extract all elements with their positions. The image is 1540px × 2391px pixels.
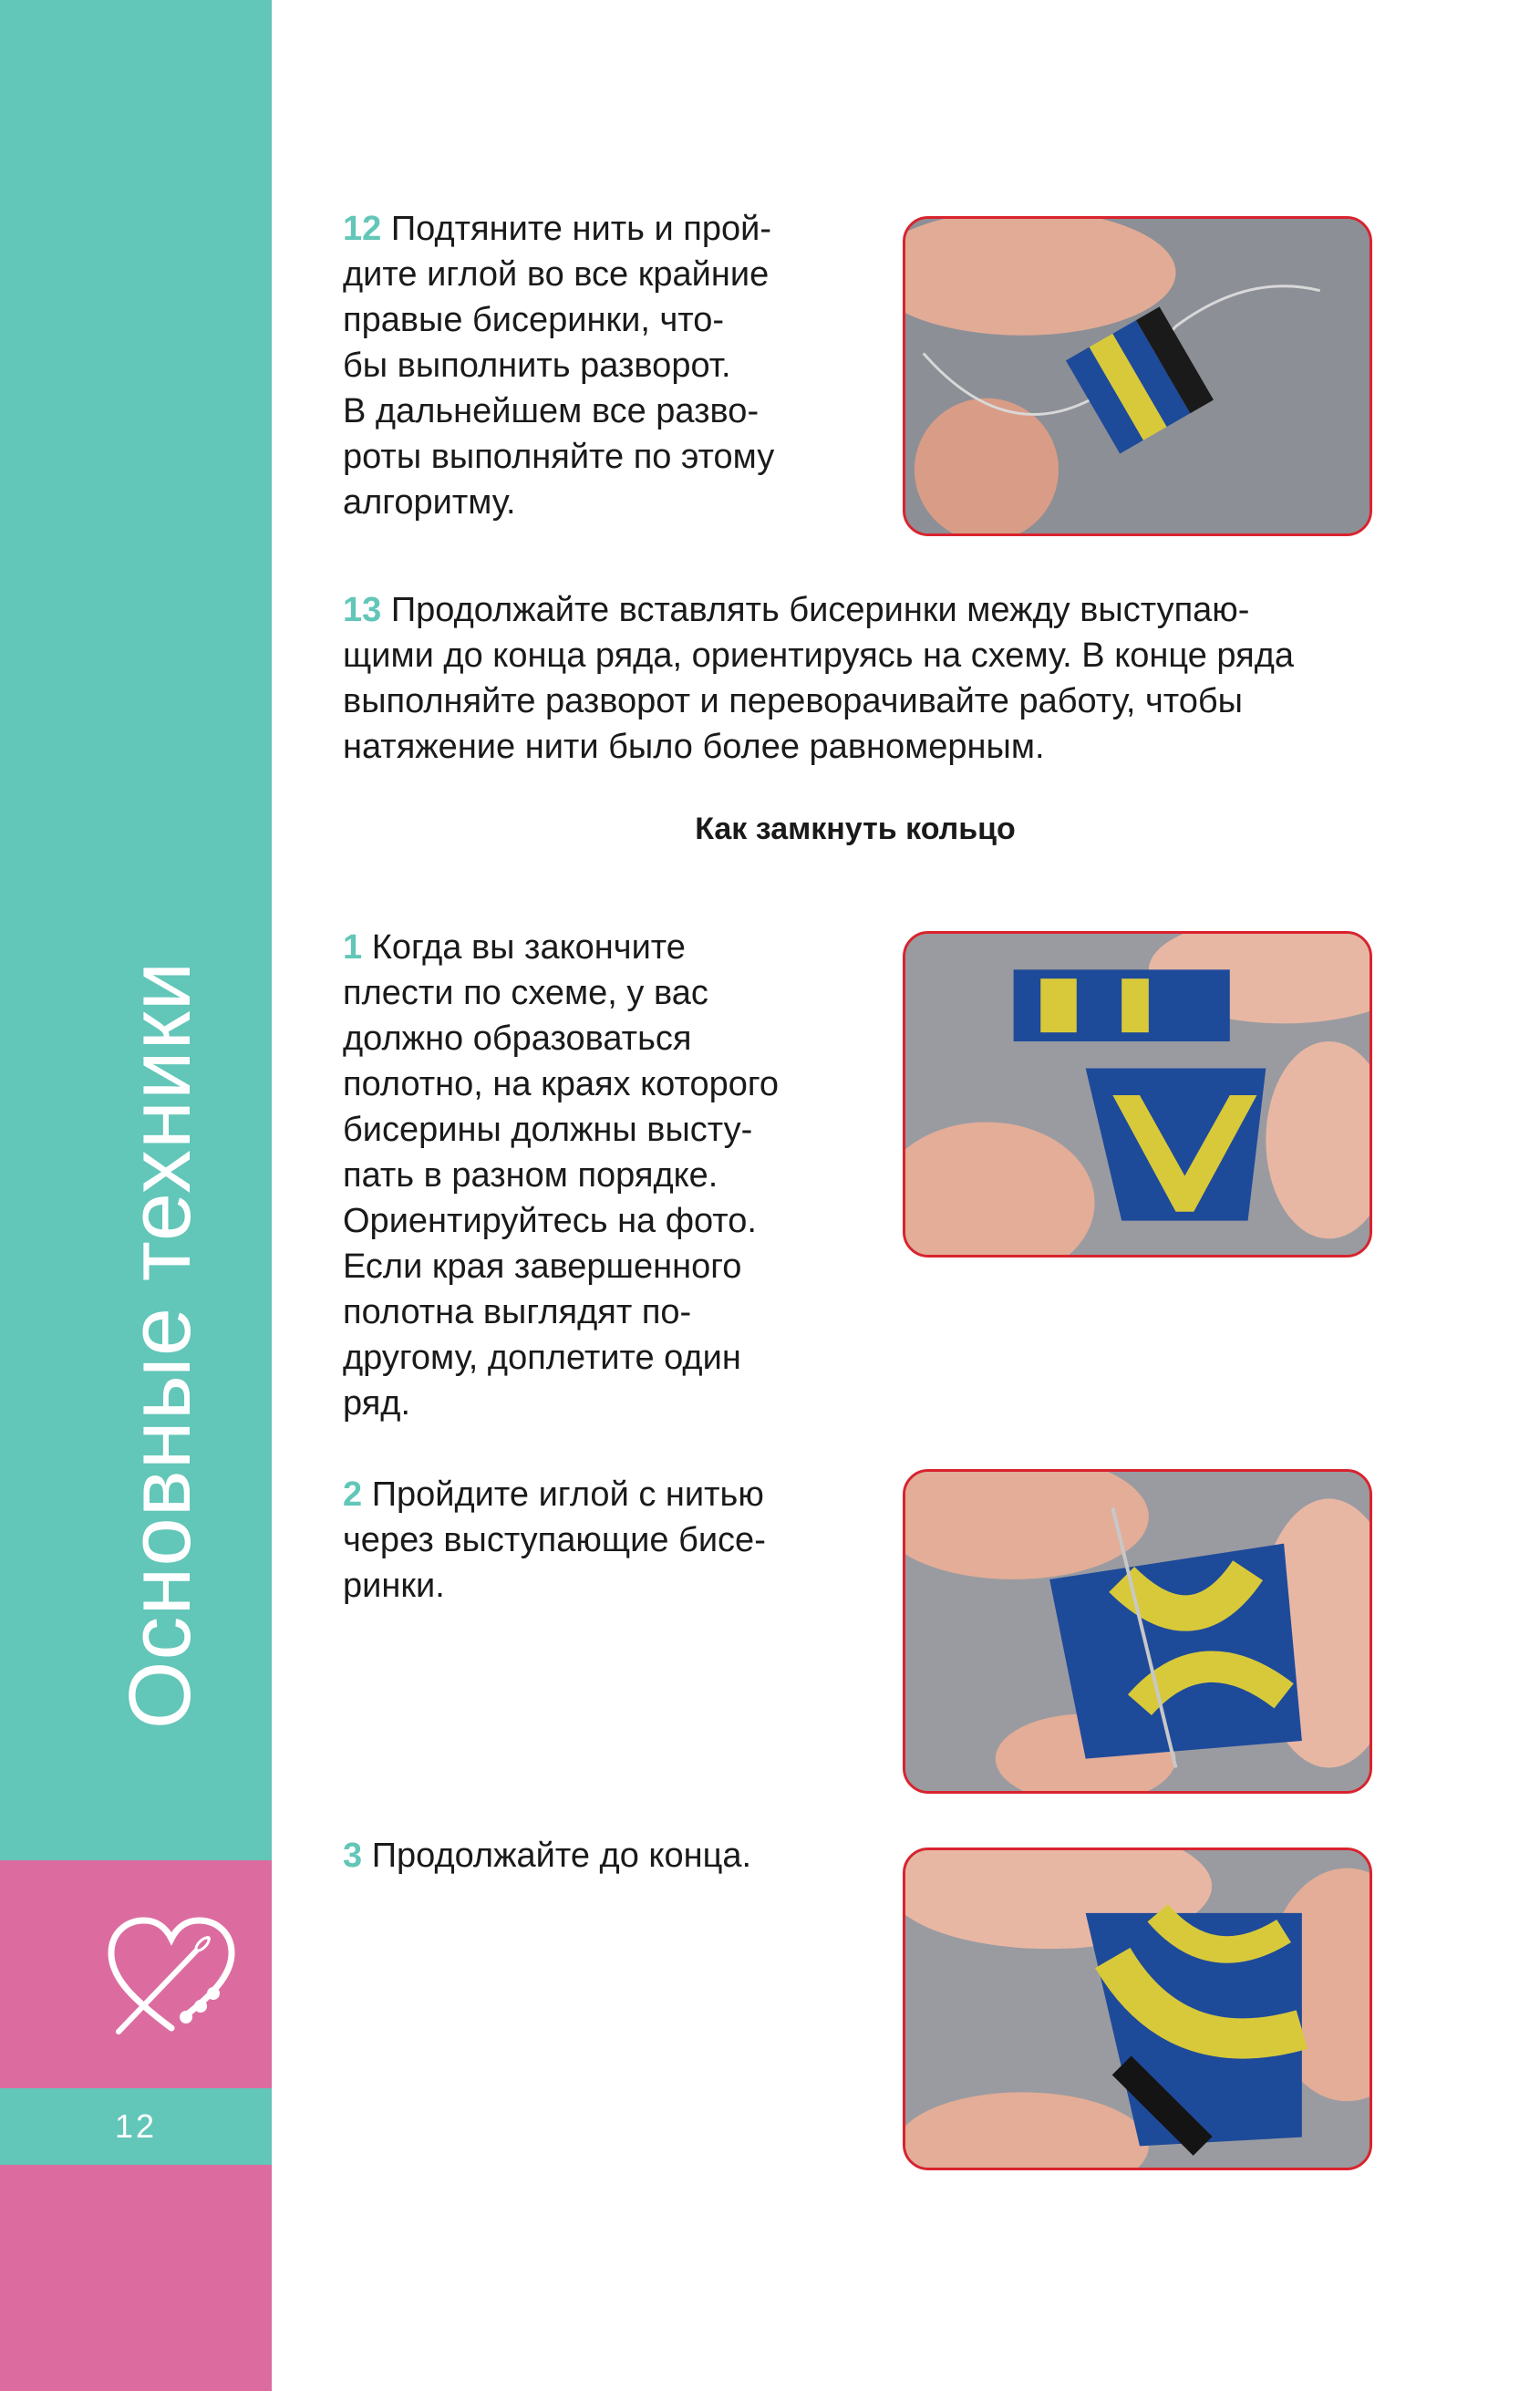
step-13-block [343, 587, 1373, 770]
ring-step-3-block [343, 1833, 853, 1879]
step-text: Когда вы закончите плести по схеме, у вас должно образоваться полотно, на краях которого бисерины должны высту- пать в разном порядке. Ориентируйтесь на фото. Если края завершенного полотна выглядят по- другому, доплетите один ряд. [343, 928, 780, 1423]
ring-step-3-photo [903, 1848, 1372, 2170]
step-text: Продолжайте вставлять бисеринки между выступаю- щими до конца ряда, ориентируясь на схему. В конце ряда выполняйте разворот и переворачивайте работу, чтобы натяжение нити было более равномерным. [343, 591, 1294, 766]
page-number: 12 [114, 2107, 158, 2145]
step-text: Пройдите иглой с нитью через выступающие бисе- ринки. [343, 1475, 766, 1605]
step-number: 3 [343, 1837, 363, 1875]
step-12-block [343, 206, 853, 525]
sidebar-bottom-band [0, 2165, 272, 2391]
heart-needle-icon [98, 1902, 244, 2048]
section-title-vertical: Основные техники [111, 960, 209, 1730]
step-number: 2 [343, 1475, 363, 1514]
section-heading: Как замкнуть кольцо [695, 812, 1016, 846]
ring-step-2-block [343, 1472, 853, 1609]
ring-step-1-block [343, 925, 853, 1426]
ring-step-2-photo [903, 1469, 1372, 1794]
step-text: Подтяните нить и прой- дите иглой во все крайние правые бисеринки, что- бы выполнить разворот. В дальнейшем все разво- роты выполняйте по этому алгоритму. [343, 210, 775, 522]
step-number: 12 [343, 210, 382, 248]
ring-step-1-photo [903, 931, 1372, 1258]
step-text: Продолжайте до конца. [371, 1837, 752, 1875]
step-number: 13 [343, 591, 382, 629]
step-12-photo [903, 216, 1372, 536]
step-number: 1 [343, 928, 363, 967]
